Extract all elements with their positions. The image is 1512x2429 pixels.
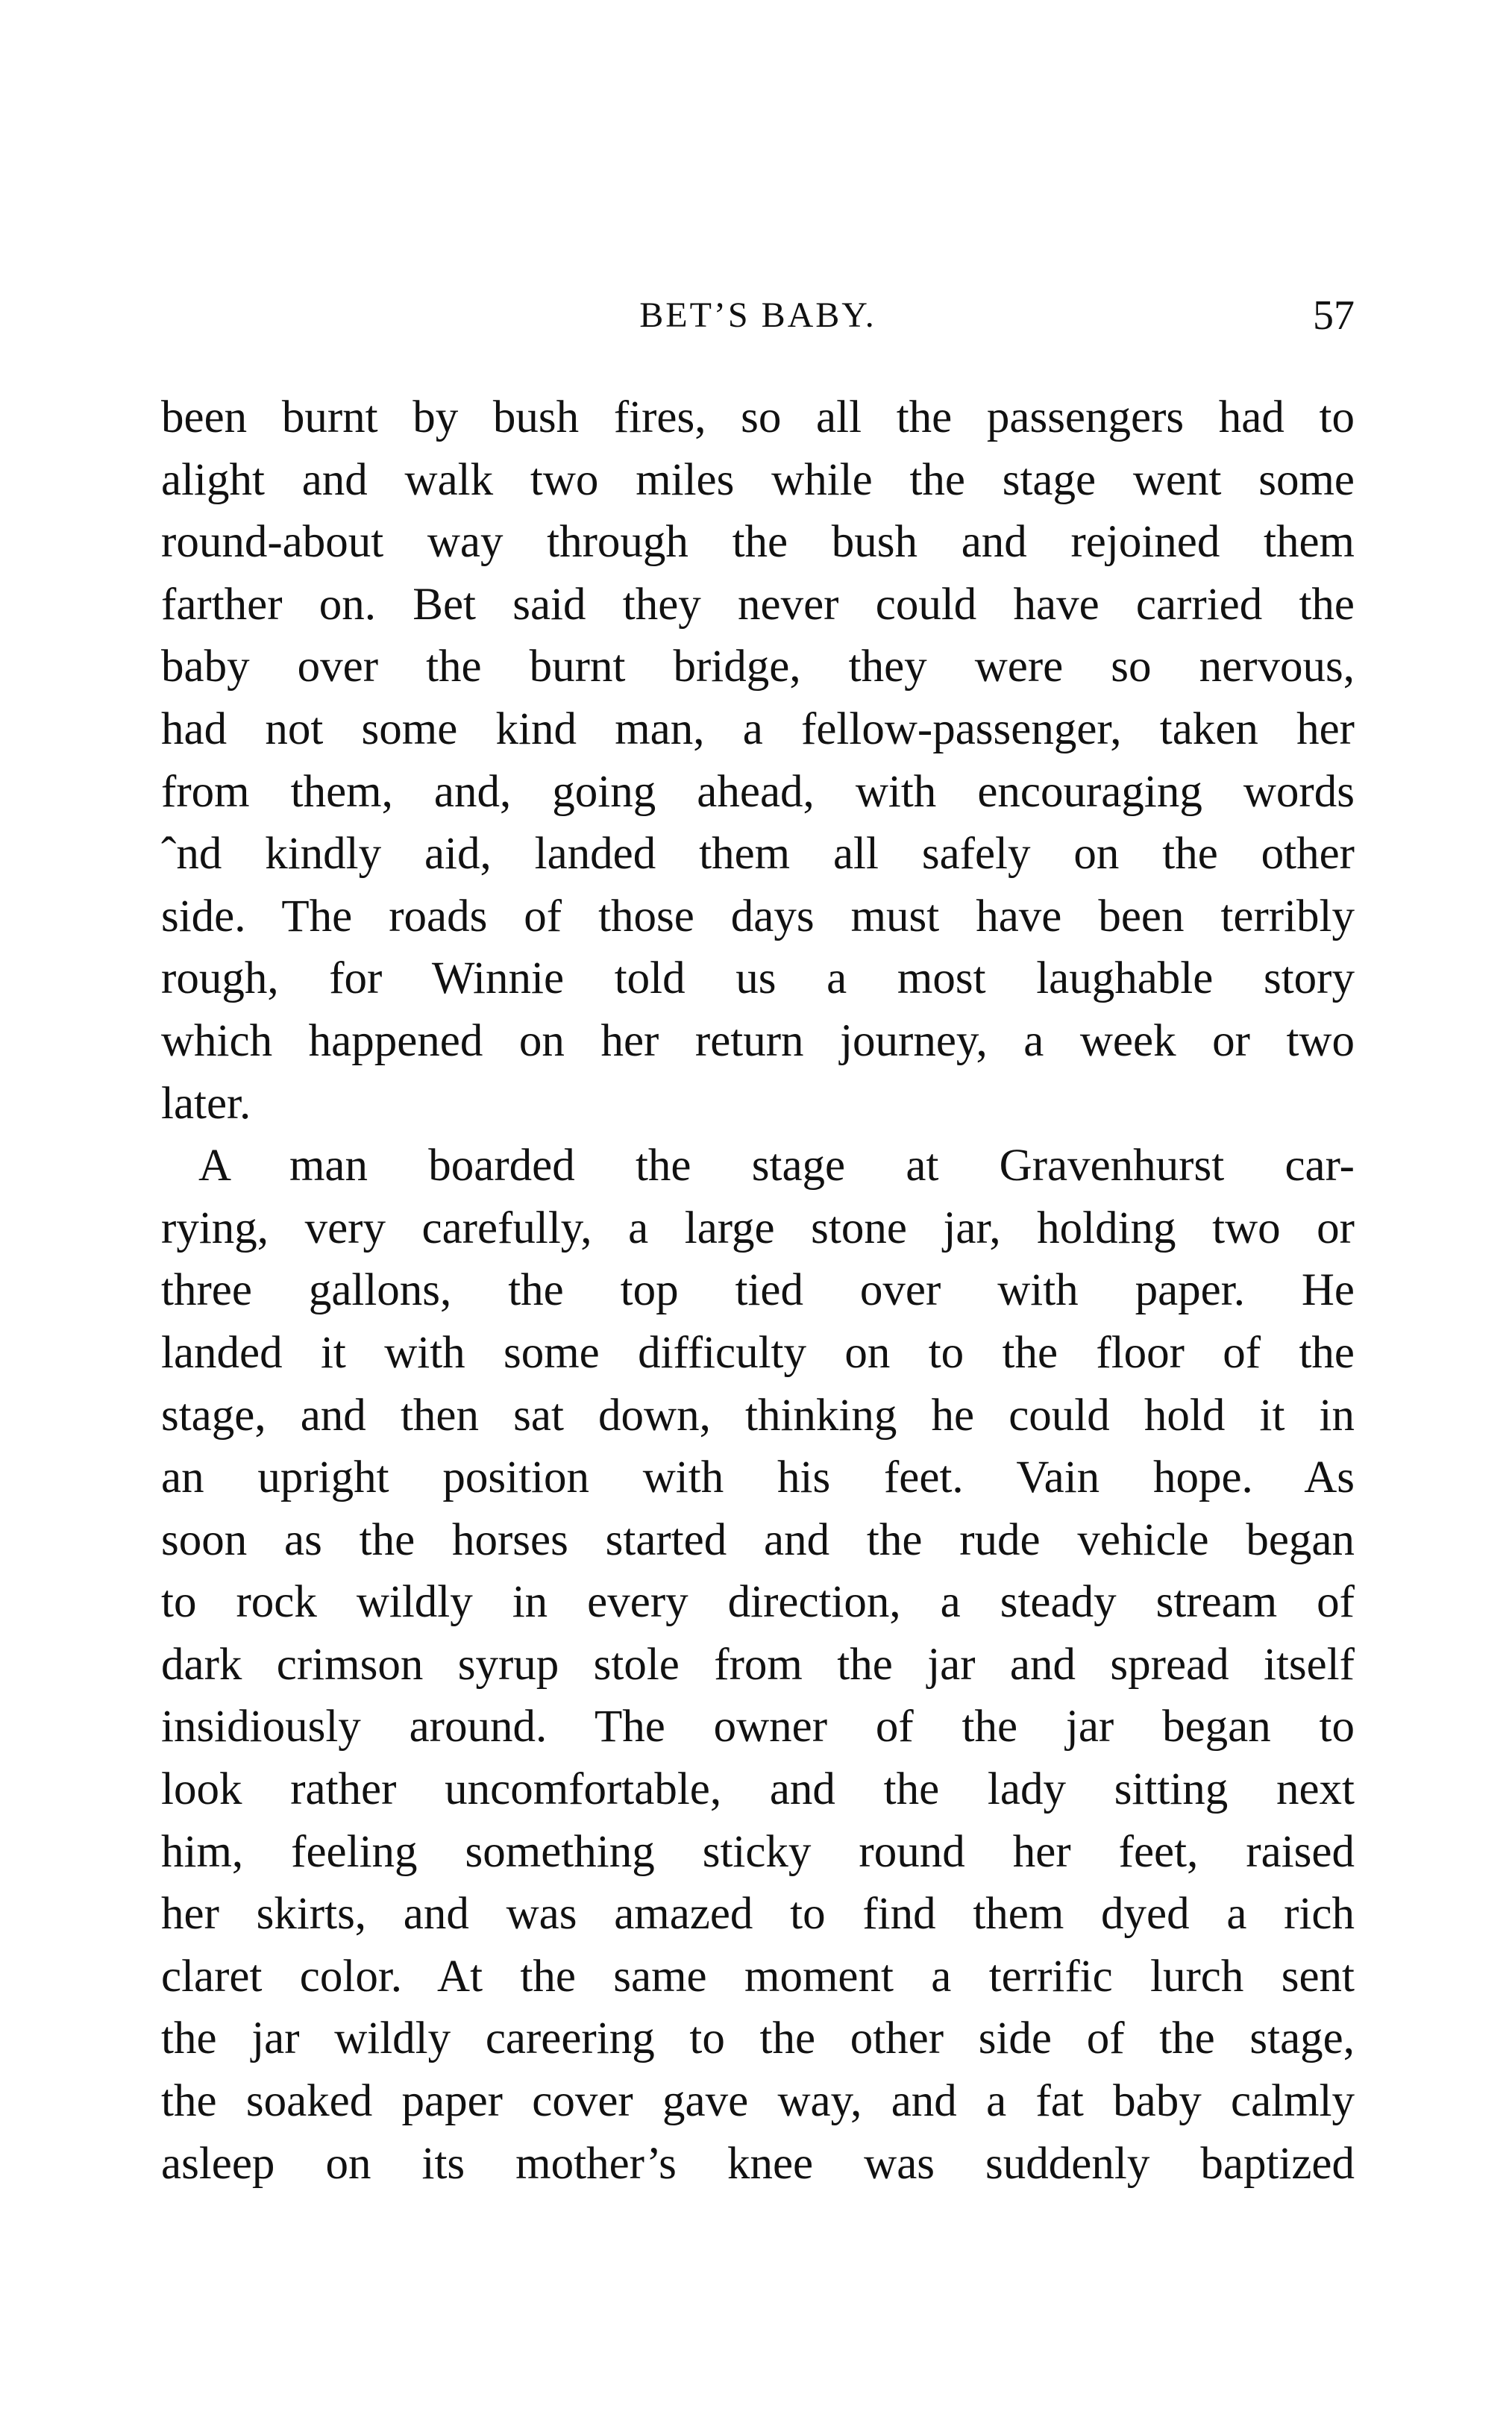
text-line: insidiously around. The owner of the jar began to bbox=[161, 1702, 1355, 1752]
text-line: landed it with some difficulty on to the floor of the bbox=[161, 1327, 1355, 1378]
text-line: the jar wildly careering to the other side of the stage, bbox=[161, 2013, 1355, 2064]
text-line: asleep on its mother’s knee was suddenly baptized bbox=[161, 2138, 1355, 2189]
text-line: three gallons, the top tied over with paper. He bbox=[161, 1265, 1355, 1316]
text-line: an upright position with his feet. Vain hope. As bbox=[161, 1452, 1355, 1503]
text-line: which happened on her return journey, a week or two bbox=[161, 1015, 1355, 1066]
running-title: BET’S BABY. bbox=[639, 295, 876, 335]
text-line: farther on. Bet said they never could have carried the bbox=[161, 579, 1355, 630]
page-number: 57 bbox=[1313, 292, 1355, 339]
text-line: dark crimson syrup stole from the jar and spread itself bbox=[161, 1639, 1355, 1690]
text-line: to rock wildly in every direction, a steady stream of bbox=[161, 1577, 1355, 1628]
text-line: baby over the burnt bridge, they were so nervous, bbox=[161, 642, 1355, 692]
body-text bbox=[161, 386, 1355, 2195]
text-line: stage, and then sat down, thinking he could hold it in bbox=[161, 1390, 1355, 1441]
text-line: the soaked paper cover gave way, and a fat baby calmly bbox=[161, 2076, 1355, 2127]
text-line: side. The roads of those days must have been terribly bbox=[161, 891, 1355, 941]
text-line: rying, very carefully, a large stone jar, holding two or bbox=[161, 1203, 1355, 1253]
text-line: been burnt by bush fires, so all the passengers had to bbox=[161, 392, 1355, 442]
paragraph-end-line: later. bbox=[161, 1078, 251, 1129]
text-line: alight and walk two miles while the stage went some bbox=[161, 454, 1355, 505]
text-line: ˆnd kindly aid, landed them all safely on the other bbox=[161, 829, 1355, 880]
text-line: from them, and, going ahead, with encouraging words bbox=[161, 766, 1355, 817]
text-line: round-about way through the bush and rejoined them bbox=[161, 517, 1355, 568]
running-head bbox=[161, 289, 1355, 342]
text-line: her skirts, and was amazed to find them dyed a rich bbox=[161, 1889, 1355, 1940]
paragraph-start-line: A man boarded the stage at Gravenhurst car- bbox=[198, 1141, 1355, 1191]
text-line: look rather uncomfortable, and the lady sitting next bbox=[161, 1764, 1355, 1815]
text-line: claret color. At the same moment a terrific lurch sent bbox=[161, 1951, 1355, 2002]
text-line: rough, for Winnie told us a most laughable story bbox=[161, 953, 1355, 1004]
text-line: him, feeling something sticky round her feet, raised bbox=[161, 1826, 1355, 1877]
text-line: soon as the horses started and the rude vehicle began bbox=[161, 1514, 1355, 1565]
text-line: had not some kind man, a fellow-passenger, taken her bbox=[161, 703, 1355, 754]
